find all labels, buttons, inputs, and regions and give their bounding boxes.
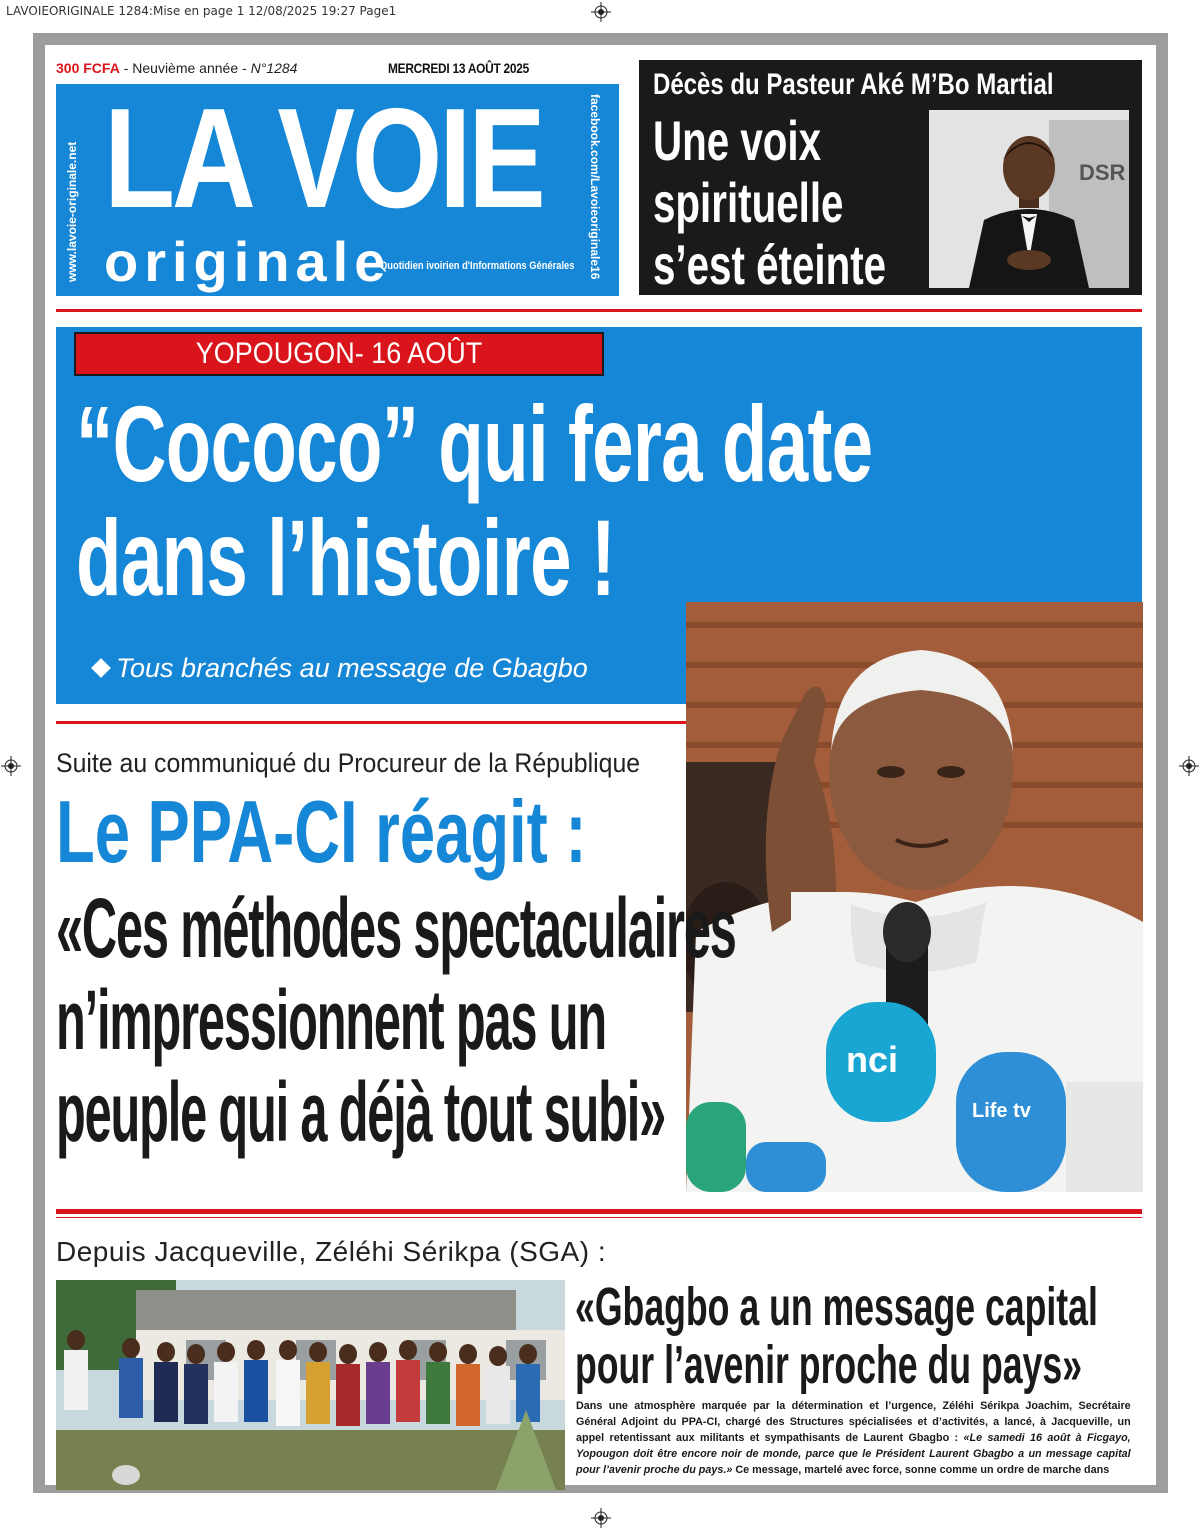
registration-mark-icon bbox=[591, 2, 611, 22]
jacqueville-group-photo bbox=[56, 1280, 565, 1490]
body-text: Ce message, martelé avec force, sonne comme un ordre de marche dans bbox=[732, 1464, 1110, 1476]
logo-title: LA VOIE bbox=[104, 79, 543, 238]
body-quote: «Le samedi 16 août à Ficgayo, Yopougon doit être encore noir de monde, parce que le Président Laurent Gbagbo a un message capital pour l’avenir proche du pays.» bbox=[576, 1432, 1131, 1476]
masthead-tagline: Quotidien ivoirien d'Informations Générales bbox=[380, 260, 575, 272]
lead-kicker-box bbox=[74, 332, 604, 376]
lead-subheadline: Tous branchés au message de Gbagbo bbox=[116, 653, 588, 683]
quote-line: n’impressionnent pas un bbox=[56, 973, 606, 1067]
quote-line: peuple qui a déjà tout subi» bbox=[56, 1065, 666, 1159]
registration-mark-icon bbox=[1, 756, 21, 776]
third-story-quote bbox=[575, 1278, 1098, 1394]
quote-line: pour l’avenir proche du pays» bbox=[575, 1335, 1083, 1395]
section-divider bbox=[56, 721, 686, 724]
lead-kicker: YOPOUGON- 16 AOÛT bbox=[195, 337, 483, 370]
obituary-headline-line: s’est éteinte bbox=[653, 233, 887, 295]
masthead-logo bbox=[56, 79, 619, 296]
mic-logo-lifetv: Life tv bbox=[972, 1100, 1031, 1122]
print-slug: LAVOIEORIGINALE 1284:Mise en page 1 12/08/2025 19:27 Page1 bbox=[6, 4, 397, 18]
lead-headline-line: “Cococo” qui fera date bbox=[76, 383, 873, 504]
backdrop-text: DSR bbox=[1079, 160, 1126, 185]
obituary-kicker: Décès du Pasteur Aké M’Bo Martial bbox=[653, 68, 1054, 101]
edition-info bbox=[56, 60, 297, 76]
registration-mark-icon bbox=[591, 1508, 611, 1528]
issue-separator: - bbox=[238, 60, 251, 76]
facebook-url: facebook.com/Lavoieoriginale16 bbox=[588, 94, 602, 280]
diamond-bullet-icon bbox=[91, 658, 111, 678]
obituary-headline bbox=[653, 110, 886, 295]
issue-number: N°1284 bbox=[250, 60, 298, 76]
section-divider bbox=[56, 1217, 1142, 1218]
third-story-kicker: Depuis Jacqueville, Zéléhi Sérikpa (SGA) : bbox=[56, 1236, 607, 1267]
obituary-teaser bbox=[639, 60, 1142, 295]
quote-line: «Gbagbo a un message capital bbox=[575, 1277, 1098, 1337]
second-story-kicker: Suite au communiqué du Procureur de la République bbox=[56, 748, 641, 778]
obituary-headline-line: spirituelle bbox=[653, 171, 844, 234]
edition-separator: - bbox=[119, 60, 133, 76]
lead-headline-line: dans l’histoire ! bbox=[76, 497, 615, 618]
price: 300 FCFA bbox=[56, 60, 120, 76]
website-url: www.lavoie-originale.net bbox=[65, 141, 79, 282]
quote-line: «Ces méthodes spectaculaires bbox=[56, 881, 736, 975]
section-divider bbox=[56, 1209, 1142, 1214]
body-text: Dans une atmosphère marquée par la détermination et l’urgence, Zéléhi Sérikpa Joachim, Secrétaire Général Adjoint du PPA-CI, chargé des Structures spécialisées et d’activités, a lancé, à Jacqueville, un appel retentissant aux militants et sympathisants de Laurent Gbagbo : bbox=[576, 1400, 1131, 1444]
mic-logo-nci: nci bbox=[846, 1039, 899, 1080]
lead-headline bbox=[76, 383, 873, 618]
issue-date: MERCREDI 13 AOÛT 2025 bbox=[388, 60, 530, 76]
obituary-headline-line: Une voix bbox=[653, 109, 822, 172]
logo-subtitle: originale bbox=[104, 230, 392, 293]
section-divider bbox=[56, 309, 1142, 312]
second-story-headline: Le PPA-CI réagit : bbox=[56, 782, 587, 881]
third-story-body bbox=[576, 1398, 1131, 1478]
gbagbo-photo bbox=[686, 602, 1143, 1192]
edition-year: Neuvième année bbox=[132, 60, 239, 76]
second-story-quote bbox=[56, 882, 736, 1158]
registration-mark-icon bbox=[1179, 756, 1199, 776]
pastor-portrait bbox=[929, 110, 1129, 288]
